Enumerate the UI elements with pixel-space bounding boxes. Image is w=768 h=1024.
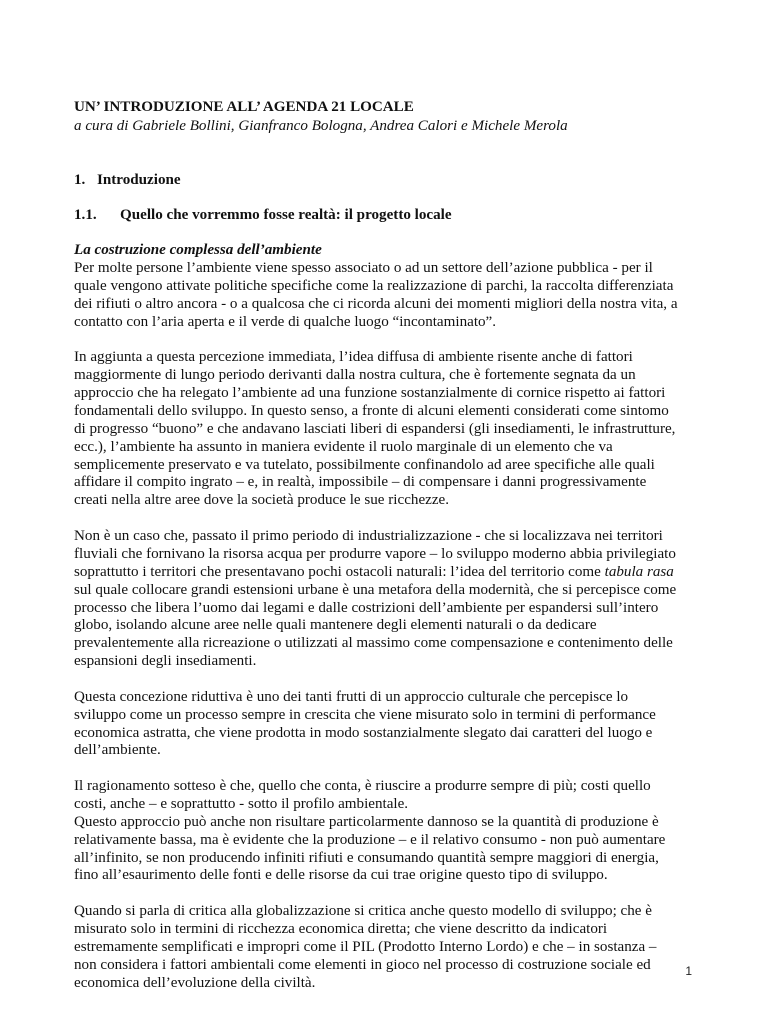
section-number: 1. [74, 172, 86, 188]
paragraph-5 [74, 778, 706, 814]
text-line: di progresso “buono” e che andavano lasciati liberi di espandersi (gli insediamenti, le infrastrutture, [74, 420, 676, 437]
document-title: UN’ INTRODUZIONE ALL’ AGENDA 21 LOCALE [74, 99, 414, 115]
text-line: espansioni degli insediamenti. [74, 653, 257, 670]
paragraph-1 [74, 260, 706, 332]
section-heading [74, 171, 706, 190]
text-line: dei rifiuti o altro ancora - o a qualcosa che ci ricorda alcuni dei momenti migliori della nostra vita, a [74, 295, 678, 312]
paragraph-4 [74, 689, 706, 761]
text-line: In aggiunta a questa percezione immediata, l’idea diffusa di ambiente risente anche di fattori [74, 349, 633, 366]
text-line: semplicemente preservato e va tutelato, possibilmente confinandolo ad aree specifiche alle quali [74, 456, 655, 473]
text-line: all’infinito, se non producendo infiniti rifiuti e consumando quantità sempre maggiori di energia, [74, 849, 659, 866]
paragraph-3 [74, 528, 706, 671]
text-line: non considera i fattori ambientali come elementi in gioco nel processo di costruzione sociale ed [74, 956, 651, 973]
subsection-number: 1.1. [74, 207, 97, 223]
text-line: Questa concezione riduttiva è uno dei tanti frutti di un approccio culturale che percepisce lo [74, 688, 629, 705]
paragraph-7 [74, 903, 706, 993]
text-line: economica astratta, che viene prodotta in modo sostanzialmente slegato dai caratteri del luogo e [74, 724, 653, 741]
page-number: 1 [685, 964, 692, 978]
text-line: processo che libera l’uomo dai legami e dalle costrizioni dell’ambiente per espandersi sull’intero [74, 599, 659, 616]
paragraph-2 [74, 349, 706, 510]
text-line: fino all’esaurimento delle fonti e delle risorse da cui trae origine questo tipo di sviluppo. [74, 867, 608, 884]
text-line [74, 564, 706, 582]
text-line: maggiormente di lungo periodo derivanti dalla nostra cultura, che è fortemente segnata da un [74, 367, 636, 384]
text-line: fondamentali dello sviluppo. In questo senso, a fronte di alcuni elementi considerati come sintomo [74, 402, 669, 419]
text-line: creati nella altre aree dove la società produce le sue ricchezze. [74, 492, 450, 509]
document-authors: a cura di Gabriele Bollini, Gianfranco Bologna, Andrea Calori e Michele Merola [74, 118, 568, 134]
text-line: Per molte persone l’ambiente viene spesso associato o ad un settore dell’azione pubblica - per il [74, 259, 653, 276]
text-line: dell’ambiente. [74, 742, 161, 759]
text-line: estremamente semplificati e impropri come il PIL (Prodotto Interno Lordo) e che – in sostanza – [74, 938, 657, 955]
text-line: relativamente bassa, ma è evidente che la produzione – e il relativo consumo - non può aumentare [74, 831, 666, 848]
paragraph-6 [74, 814, 706, 886]
text-line: globo, isolando alcune aree nelle quali mantenere degli elementi naturali o da dedicare [74, 617, 597, 634]
text-line: costi, anche – e soprattutto - sotto il profilo ambientale. [74, 795, 409, 812]
text-run: soprattutto i territori che presentavano pochi ostacoli naturali: l’idea del territorio come [74, 563, 605, 580]
text-line: affidare il compito ingrato – e, in realtà, impossibile – di compensare i danni progressivamente [74, 474, 647, 491]
text-line: ecc.), l’ambiente ha assunto in maniera evidente il ruolo marginale di un elemento che va [74, 438, 613, 455]
section-title: Introduzione [97, 172, 181, 188]
text-line: sul quale collocare grandi estensioni urbane è una metafora della modernità, che si percepisce come [74, 581, 677, 598]
subsection-heading [74, 206, 706, 225]
italic-term: tabula rasa [604, 563, 674, 580]
paragraph-subhead: La costruzione complessa dell’ambiente [74, 242, 322, 258]
text-line: Non è un caso che, passato il primo periodo di industrializzazione - che si localizzava nei territori [74, 527, 663, 544]
text-line: approccio che ha relegato l’ambiente ad una funzione sostanzialmente di cornice rispetto ai fattori [74, 384, 666, 401]
text-line: sviluppo come un processo sempre in crescita che viene misurato solo in termini di performance [74, 706, 656, 723]
text-line: quale vengono attivate politiche specifiche come la realizzazione di parchi, la raccolta differenziata [74, 277, 674, 294]
text-line: contatto con l’aria aperta e il verde di qualche luogo “incontaminato”. [74, 313, 497, 330]
text-line: Il ragionamento sotteso è che, quello che conta, è riuscire a produrre sempre di più; costi quello [74, 777, 651, 794]
text-line: misurato solo in termini di ricchezza economica diretta; che viene descritto da indicatori [74, 920, 608, 937]
text-line: Questo approccio può anche non risultare particolarmente dannoso se la quantità di produzione è [74, 813, 659, 830]
text-line: fluviali che fornivano la risorsa acqua per produrre vapore – lo sviluppo moderno abbia privilegiato [74, 545, 676, 562]
text-line: Quando si parla di critica alla globalizzazione si critica anche questo modello di sviluppo; che è [74, 902, 652, 919]
text-line: economica dell’evoluzione della civiltà. [74, 974, 316, 991]
text-line: prevalentemente alla ricreazione o utilizzati al massimo come compensazione e contenimento delle [74, 635, 673, 652]
document-page [74, 98, 706, 1010]
subsection-title: Quello che vorremmo fosse realtà: il progetto locale [120, 207, 452, 223]
